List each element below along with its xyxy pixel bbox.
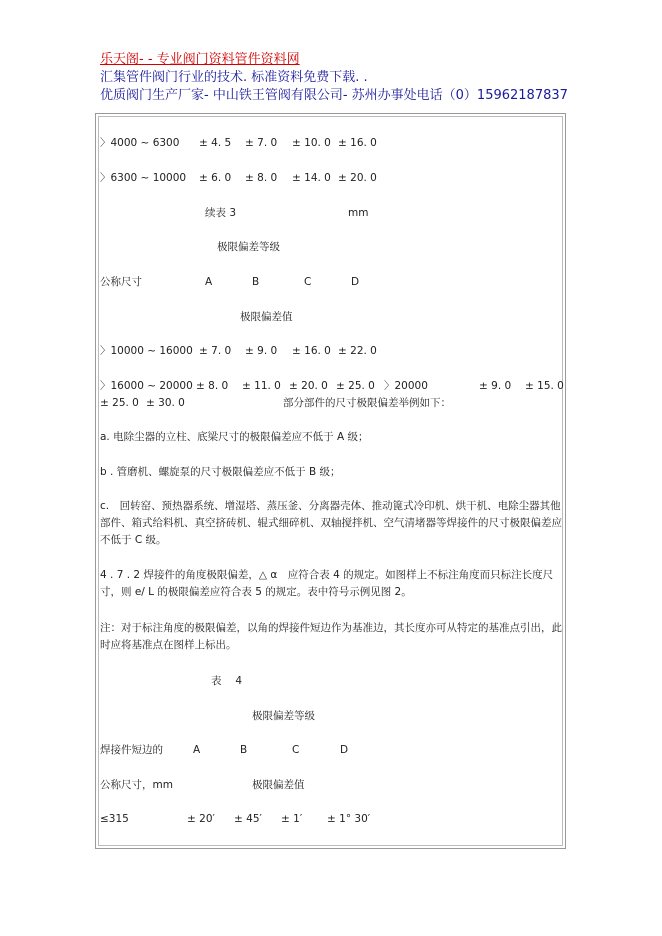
grade-heading: 极限偏差等级 bbox=[217, 241, 280, 253]
note-paragraph: 注：对于标注角度的极限偏差，以角的焊接件短边作为基准边，其长度亦可从特定的基准点引出，此时应将基准点在图样上标出。 bbox=[100, 622, 562, 651]
column-a-header: A bbox=[193, 744, 201, 756]
deviation-c-cell: ± 20. 0 bbox=[289, 380, 328, 392]
deviation-b-cell: ± 9. 0 bbox=[245, 345, 278, 357]
deviation-b-cell: ± 15. 0 bbox=[525, 380, 564, 392]
example-item-b: b . 管磨机、螺旋泵的尺寸极限偏差应不低于 B 级； bbox=[100, 466, 341, 478]
value-heading: 极限偏差值 bbox=[252, 779, 305, 791]
example-item-a: a. 电除尘器的立柱、底梁尺寸的极限偏差应不低于 A 级； bbox=[100, 431, 369, 443]
column-a-header: A bbox=[205, 276, 213, 288]
deviation-d-cell: ± 22. 0 bbox=[338, 345, 377, 357]
size-range-cell: 〉10000 ~ 16000 bbox=[100, 345, 193, 357]
size-range-cell: 〉6300 ~ 10000 bbox=[100, 172, 187, 184]
column-b-header: B bbox=[240, 744, 248, 756]
deviation-d-cell: ± 20. 0 bbox=[338, 172, 377, 184]
column-d-header: D bbox=[351, 276, 360, 288]
deviation-a-cell: ± 6. 0 bbox=[199, 172, 232, 184]
deviation-a-cell: ± 9. 0 bbox=[479, 380, 512, 392]
column-d-header: D bbox=[340, 744, 349, 756]
site-tagline: 汇集管件阀门行业的技术. 标准资料免费下载. . bbox=[100, 70, 368, 85]
size-range-cell: 〉4000 ~ 6300 bbox=[100, 137, 180, 149]
deviation-c-cell: ± 16. 0 bbox=[292, 345, 331, 357]
deviation-b-cell: ± 8. 0 bbox=[245, 172, 278, 184]
deviation-a-cell: ± 20′ bbox=[187, 813, 215, 825]
size-range-cell: ≤315 bbox=[100, 813, 129, 825]
examples-intro: 部分部件的尺寸极限偏差举例如下： bbox=[283, 397, 451, 409]
deviation-b-cell: ± 45′ bbox=[234, 813, 262, 825]
nominal-size-header: 公称尺寸，mm bbox=[100, 779, 173, 791]
short-side-header: 焊接件短边的 bbox=[100, 744, 163, 756]
deviation-c-cell: ± 25. 0 bbox=[100, 397, 139, 409]
column-c-header: C bbox=[304, 276, 312, 288]
table-title: 续表 3 bbox=[205, 207, 237, 219]
deviation-d-cell: ± 16. 0 bbox=[338, 137, 377, 149]
nominal-size-header: 公称尺寸 bbox=[100, 276, 142, 288]
value-heading: 极限偏差值 bbox=[240, 311, 293, 323]
size-range-cell: 〉16000 ~ 20000 bbox=[100, 380, 193, 392]
column-b-header: B bbox=[252, 276, 260, 288]
grade-heading: 极限偏差等级 bbox=[252, 710, 315, 722]
deviation-c-cell: ± 14. 0 bbox=[292, 172, 331, 184]
deviation-c-cell: ± 1′ bbox=[281, 813, 303, 825]
deviation-b-cell: ± 11. 0 bbox=[242, 380, 281, 392]
column-c-header: C bbox=[292, 744, 300, 756]
deviation-d-cell: ± 25. 0 bbox=[336, 380, 375, 392]
clause-4-7-2: 4 . 7 . 2 焊接件的角度极限偏差，△ α 应符合表 4 的规定。如图样上不标注角度而只标注长度尺寸，则 e/ L 的极限偏差应符合表 5 的规定。表中符号示例见图 2。 bbox=[100, 569, 554, 598]
deviation-a-cell: ± 8. 0 bbox=[196, 380, 229, 392]
document-content-box bbox=[98, 116, 563, 846]
size-range-cell: 〉20000 bbox=[384, 380, 428, 392]
manufacturer-contact: 优质阀门生产厂家- 中山铁王管阀有限公司- 苏州办事处电话（0）15962187837 bbox=[100, 88, 568, 103]
deviation-b-cell: ± 7. 0 bbox=[245, 137, 278, 149]
deviation-d-cell: ± 1° 30′ bbox=[327, 813, 371, 825]
deviation-a-cell: ± 4. 5 bbox=[199, 137, 232, 149]
site-title-link[interactable]: 乐天阁- - 专业阀门资料管件资料网 bbox=[100, 52, 300, 67]
deviation-a-cell: ± 7. 0 bbox=[199, 345, 232, 357]
deviation-c-cell: ± 10. 0 bbox=[292, 137, 331, 149]
table-unit: mm bbox=[348, 207, 369, 219]
example-item-c: c. 回转窑、预热器系统、增湿塔、蒸压釜、分离器壳体、推动篦式冷印机、烘干机、电除尘器其他部件、箱式给料机、真空挤砖机、辊式细碎机、双轴搅拌机、空气清堵器等焊接件的尺寸极限偏差应不低于 C 级。 bbox=[100, 500, 562, 546]
table-title: 表 4 bbox=[211, 675, 243, 687]
deviation-d-cell: ± 30. 0 bbox=[146, 397, 185, 409]
